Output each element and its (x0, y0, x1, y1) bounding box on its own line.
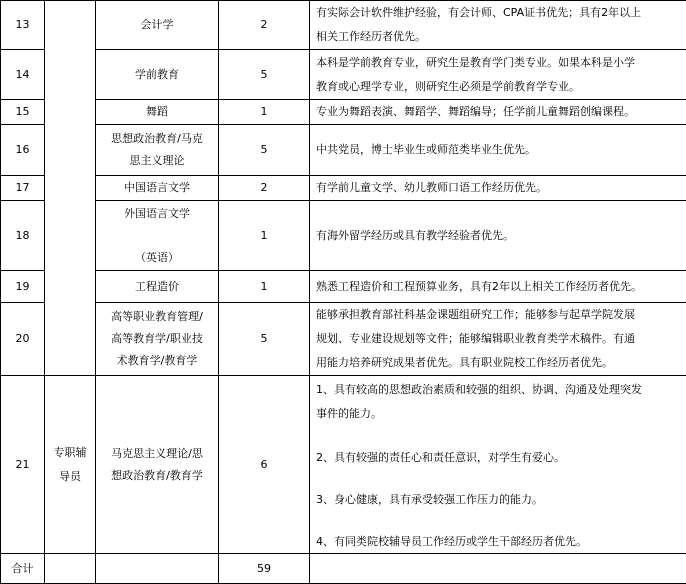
requirement-line: 规划、专业建设规划等文件；能够编辑职业教育类学术稿件。有通 (316, 332, 635, 345)
row-number: 21 (1, 376, 45, 554)
requirement-line: 熟悉工程造价和工程预算业务，具有2年以上相关工作经历者优先。 (316, 279, 642, 293)
category-text: 导员 (59, 469, 81, 483)
major-cell (96, 303, 219, 376)
row-number: 14 (1, 50, 45, 100)
major-cell (96, 201, 219, 271)
major-cell (96, 271, 219, 303)
row-number: 20 (1, 303, 45, 376)
requirement-line: 中共党员，博士毕业生或师范类毕业生优先。 (316, 143, 536, 156)
requirement-line: 事件的能力。 (316, 406, 382, 420)
row-number: 15 (1, 100, 45, 125)
count-cell: 5 (219, 303, 310, 376)
requirement-cell (310, 50, 686, 100)
requirement-cell (310, 271, 686, 303)
requirement-line: 相关工作经历者优先。 (316, 30, 426, 43)
category-cell (45, 1, 96, 376)
count-cell: 1 (219, 201, 310, 271)
major-cell (96, 100, 219, 125)
table-row (1, 303, 686, 376)
requirement-cell (310, 303, 686, 376)
category-text: 专职辅 (53, 445, 87, 459)
major-text: 会计学 (140, 18, 174, 31)
requirement-line: 3、身心健康，具有承受较强工作压力的能力。 (316, 492, 543, 506)
major-text: 思主义理论 (129, 154, 185, 167)
requirement-cell (310, 376, 686, 554)
count-cell: 6 (219, 376, 310, 554)
requirement-line: 1、具有较高的思想政治素质和较强的组织、协调、沟通及处理突发 (316, 382, 642, 396)
major-text: 术教育学/教育学 (116, 354, 198, 367)
row-number: 16 (1, 125, 45, 176)
total-row (1, 554, 686, 584)
major-text: 马克思主义理论/思 (111, 446, 203, 460)
requirement-cell (310, 1, 686, 50)
major-text: 舞蹈 (146, 105, 168, 118)
major-text: 工程造价 (135, 279, 179, 293)
total-count: 59 (219, 554, 310, 584)
table-row (1, 125, 686, 176)
empty-cell (96, 554, 219, 584)
table-row (1, 376, 686, 554)
requirement-line: 有学前儿童文学、幼儿教师口语工作经历优先。 (316, 181, 547, 194)
major-text: 中国语言文学 (124, 181, 190, 194)
table-row (1, 1, 686, 50)
count-cell: 1 (219, 271, 310, 303)
row-number: 18 (1, 201, 45, 271)
count-cell: 2 (219, 176, 310, 201)
major-text: 高等教育学/职业技 (111, 332, 203, 345)
major-text: 思想政治教育/马克 (111, 132, 203, 145)
empty-cell (45, 554, 96, 584)
requirement-cell (310, 201, 686, 271)
major-text: 想政治教育/教育学 (111, 468, 203, 482)
major-text: 外国语言文学 (124, 206, 190, 220)
requirement-line: 有海外留学经历或具有教学经验者优先。 (316, 228, 514, 242)
major-text: 学前教育 (135, 67, 179, 81)
row-number: 19 (1, 271, 45, 303)
count-cell: 2 (219, 1, 310, 50)
empty-cell (310, 554, 686, 584)
requirement-line: 4、有同类院校辅导员工作经历或学生干部经历者优先。 (316, 534, 587, 548)
count-cell: 1 (219, 100, 310, 125)
requirement-cell (310, 176, 686, 201)
major-cell (96, 50, 219, 100)
requirement-line: 专业为舞蹈表演、舞蹈学、舞蹈编导；任学前儿童舞蹈创编课程。 (316, 105, 635, 118)
requirement-line: 有实际会计软件维护经验，有会计师、CPA证书优先；具有2年以上 (316, 6, 642, 19)
category-cell (45, 376, 96, 554)
requirement-line: 教育或心理学专业，则研究生必须是学前教育学专业。 (316, 79, 580, 93)
count-cell: 5 (219, 50, 310, 100)
requirement-cell (310, 125, 686, 176)
table-row (1, 176, 686, 201)
requirement-line: 本科是学前教育专业，研究生是教育学门类专业。如果本科是小学 (316, 55, 635, 69)
major-text: 高等职业教育管理/ (111, 310, 203, 323)
requirement-line: 用能力培养研究成果者优先。具有职业院校工作经历者优先。 (316, 356, 613, 369)
major-cell (96, 1, 219, 50)
table-row (1, 50, 686, 100)
table-row (1, 201, 686, 271)
requirement-line: 2、具有较强的责任心和责任意识，对学生有爱心。 (316, 450, 565, 464)
table-row (1, 271, 686, 303)
major-text: （英语） (135, 250, 179, 264)
total-label: 合计 (1, 554, 45, 584)
requirement-cell (310, 100, 686, 125)
row-number: 13 (1, 1, 45, 50)
table-row (1, 100, 686, 125)
major-cell (96, 176, 219, 201)
major-cell (96, 376, 219, 554)
count-cell: 5 (219, 125, 310, 176)
major-cell (96, 125, 219, 176)
row-number: 17 (1, 176, 45, 201)
requirement-line: 能够承担教育部社科基金课题组研究工作；能够参与起草学院发展 (316, 308, 635, 321)
